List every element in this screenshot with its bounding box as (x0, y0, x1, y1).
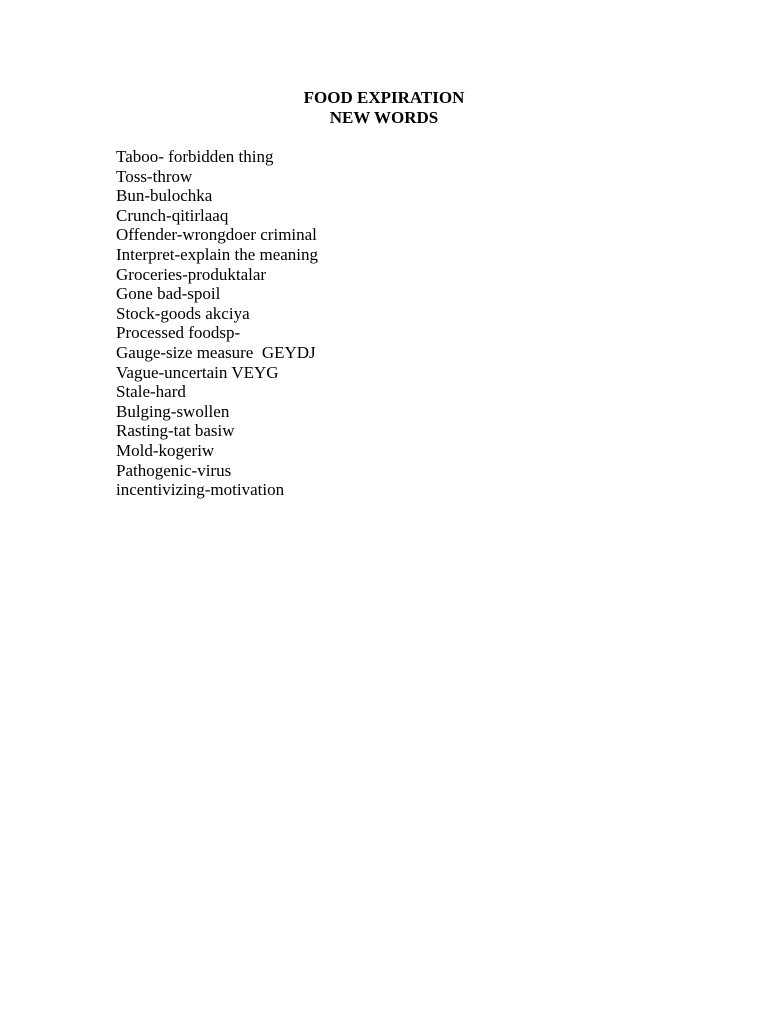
list-item: Gauge-size measure GEYDJ (116, 342, 316, 362)
list-item: Interpret-explain the meaning (116, 244, 319, 264)
list-item: Rasting-tat basiw (116, 421, 235, 441)
vocabulary-list (116, 147, 318, 500)
list-item: Bulging-swollen (116, 401, 230, 421)
list-item: Taboo- forbidden thing (116, 147, 274, 166)
list-item: incentivizing-motivation (116, 480, 285, 500)
list-item: Pathogenic-virus (116, 460, 232, 480)
list-item: Groceries-produktalar (116, 264, 267, 284)
list-item: Toss-throw (116, 166, 193, 186)
list-item: Crunch-qitirlaaq (116, 205, 229, 225)
list-item: Stale-hard (116, 382, 186, 402)
document-subtitle: NEW WORDS (329, 108, 439, 127)
list-item: Offender-wrongdoer criminal (116, 225, 317, 245)
list-item: Vague-uncertain VEYG (116, 362, 279, 382)
list-item: Gone bad-spoil (116, 284, 221, 304)
list-item: Stock-goods akciya (116, 303, 250, 323)
list-item: Bun-bulochka (116, 186, 213, 206)
list-item: Processed foodsp- (116, 323, 241, 343)
list-item: Mold-kogeriw (116, 440, 215, 460)
document-title: FOOD EXPIRATION (303, 88, 465, 107)
